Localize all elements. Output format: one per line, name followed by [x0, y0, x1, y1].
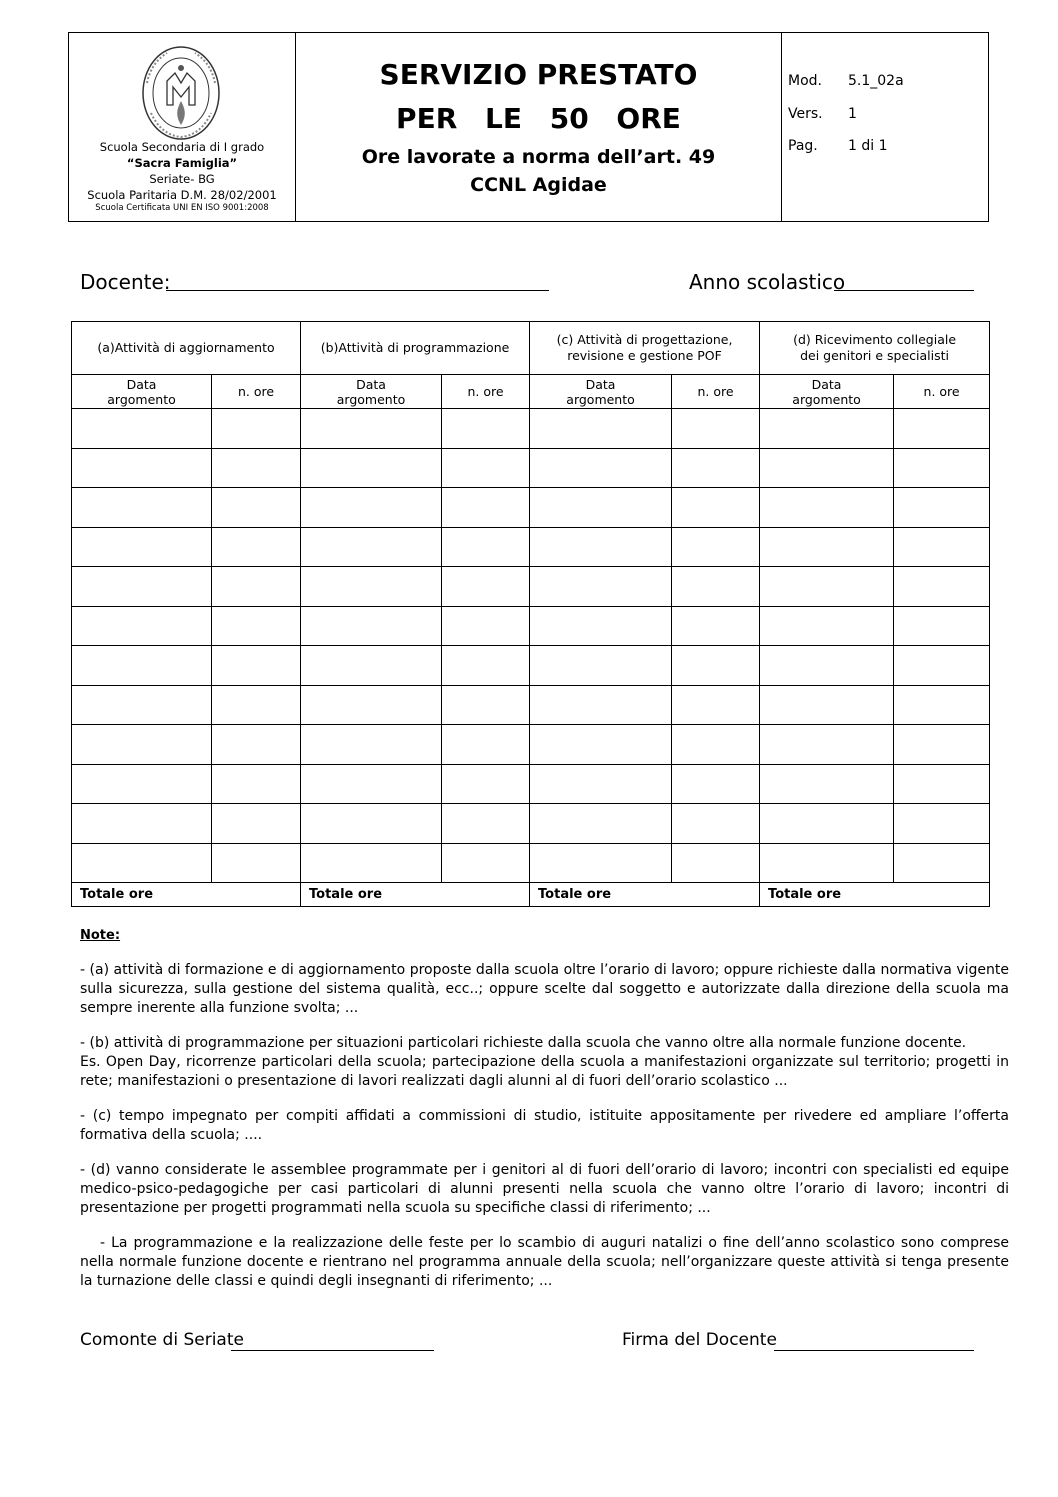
- data-argomento-cell[interactable]: [530, 606, 672, 646]
- school-block: [69, 33, 296, 221]
- notes-title: Note:: [80, 928, 121, 943]
- ore-cell[interactable]: [894, 409, 990, 449]
- teacher-signature-line[interactable]: [774, 1350, 974, 1351]
- meta-mod: [788, 73, 904, 89]
- ore-cell[interactable]: [442, 567, 530, 607]
- data-argomento-cell[interactable]: [760, 804, 894, 844]
- ore-cell[interactable]: [442, 843, 530, 883]
- ore-cell[interactable]: [672, 685, 760, 725]
- data-argomento-cell[interactable]: [301, 804, 442, 844]
- data-argomento-cell[interactable]: [760, 606, 894, 646]
- data-argomento-cell[interactable]: [72, 843, 212, 883]
- hours-table: [71, 321, 990, 907]
- school-seal-icon: [137, 43, 225, 143]
- ore-cell[interactable]: [894, 804, 990, 844]
- ore-cell[interactable]: [212, 843, 301, 883]
- data-argomento-cell[interactable]: [301, 448, 442, 488]
- ore-cell[interactable]: [212, 409, 301, 449]
- docente-input-line[interactable]: [166, 290, 549, 291]
- ore-cell[interactable]: [212, 567, 301, 607]
- document-header: [68, 32, 989, 222]
- data-argomento-cell[interactable]: [530, 646, 672, 686]
- ore-cell[interactable]: [894, 685, 990, 725]
- data-argomento-cell[interactable]: [530, 409, 672, 449]
- data-argomento-cell[interactable]: [760, 488, 894, 528]
- title-block: [296, 33, 782, 221]
- data-argomento-cell[interactable]: [760, 764, 894, 804]
- table-row: [72, 409, 990, 449]
- data-argomento-cell[interactable]: [760, 567, 894, 607]
- data-argomento-cell[interactable]: [72, 567, 212, 607]
- data-argomento-cell[interactable]: [72, 448, 212, 488]
- group-header-c-text: (c) Attività di progettazione, revisione e gestione POF: [556, 332, 733, 363]
- ore-cell[interactable]: [212, 448, 301, 488]
- teacher-signature-label: Firma del Docente: [622, 1330, 777, 1350]
- data-argomento-cell[interactable]: [72, 488, 212, 528]
- page-title: SERVIZIO PRESTATO: [379, 58, 698, 91]
- data-argomento-cell[interactable]: [760, 448, 894, 488]
- ore-cell[interactable]: [212, 646, 301, 686]
- data-argomento-cell[interactable]: [72, 685, 212, 725]
- ore-cell[interactable]: [672, 488, 760, 528]
- table-row: [72, 606, 990, 646]
- col-header-data: [72, 375, 212, 409]
- meta-value: 1 di 1: [848, 138, 888, 154]
- ore-cell[interactable]: [212, 606, 301, 646]
- note-c: - (c) tempo impegnato per compiti affidati a commissioni di studio, istituite appositamente per rivedere ed ampliare l’offerta formativa della scuola; ....: [80, 1108, 1009, 1143]
- note-a: - (a) attività di formazione e di aggiornamento proposte dalla scuola oltre l’orario di lavoro; oppure richieste dalla normativa vigente sulla sicurezza, sulla gestione del sistema qualità, ecc..; oppure scelte dal soggetto e autorizzate dalla direzione della scuola ma sempre inerente alla funzione svolta; ...: [80, 962, 1009, 1016]
- note-b-examples: Es. Open Day, ricorrenze particolari della scuola; partecipazione della scuola a manifestazioni organizzate sul territorio; progetti in rete; manifestazioni o presentazione di lavori realizzati dagli alunni al di fuori dell’orario scolastico ...: [80, 1054, 1009, 1089]
- col-header-data-text: Data argomento: [566, 376, 635, 407]
- data-argomento-cell[interactable]: [301, 843, 442, 883]
- table-row: [72, 804, 990, 844]
- data-argomento-cell[interactable]: [301, 764, 442, 804]
- table-row: [72, 646, 990, 686]
- ore-cell[interactable]: [442, 488, 530, 528]
- ore-cell[interactable]: [894, 567, 990, 607]
- school-info: [69, 139, 295, 214]
- total-a: Totale ore: [72, 883, 301, 907]
- data-argomento-cell[interactable]: [301, 606, 442, 646]
- ore-cell[interactable]: [894, 448, 990, 488]
- data-argomento-cell[interactable]: [72, 764, 212, 804]
- data-argomento-cell[interactable]: [760, 409, 894, 449]
- school-name: “Sacra Famiglia”: [126, 156, 238, 170]
- ore-cell[interactable]: [442, 764, 530, 804]
- table-row: [72, 843, 990, 883]
- ore-cell[interactable]: [212, 764, 301, 804]
- meta-label: Pag.: [788, 138, 818, 154]
- data-argomento-cell[interactable]: [72, 804, 212, 844]
- meta-value: 5.1_02a: [848, 73, 904, 89]
- total-d: Totale ore: [760, 883, 990, 907]
- place-label: Comonte di Seriate: [80, 1330, 244, 1350]
- ore-cell[interactable]: [212, 804, 301, 844]
- ore-cell[interactable]: [212, 488, 301, 528]
- ore-cell[interactable]: [442, 409, 530, 449]
- col-header-data-text: Data argomento: [336, 376, 406, 407]
- page-subtitle: Ore lavorate a norma dell’art. 49: [361, 146, 716, 168]
- ore-cell[interactable]: [672, 448, 760, 488]
- table-row: [72, 567, 990, 607]
- ore-cell[interactable]: [672, 409, 760, 449]
- ore-cell[interactable]: [442, 448, 530, 488]
- data-argomento-cell[interactable]: [530, 725, 672, 765]
- data-argomento-cell[interactable]: [301, 725, 442, 765]
- ore-cell[interactable]: [672, 725, 760, 765]
- ore-cell[interactable]: [672, 606, 760, 646]
- ore-cell[interactable]: [894, 646, 990, 686]
- ore-cell[interactable]: [212, 685, 301, 725]
- document-meta: [782, 33, 988, 221]
- ore-cell[interactable]: [672, 804, 760, 844]
- data-argomento-cell[interactable]: [301, 646, 442, 686]
- data-argomento-cell[interactable]: [760, 843, 894, 883]
- data-argomento-cell[interactable]: [760, 725, 894, 765]
- data-argomento-cell[interactable]: [72, 409, 212, 449]
- school-certification: Scuola Certificata UNI EN ISO 9001:2008: [95, 203, 269, 213]
- ore-cell[interactable]: [442, 725, 530, 765]
- data-argomento-cell[interactable]: [530, 685, 672, 725]
- table-row: [72, 527, 990, 567]
- ore-cell[interactable]: [442, 804, 530, 844]
- page-title-line-2: PER LE 50 ORE: [396, 102, 681, 135]
- ore-cell[interactable]: [442, 646, 530, 686]
- table-body: [72, 409, 990, 883]
- group-header-d-text: (d) Ricevimento collegiale dei genitori e specialisti: [793, 332, 957, 363]
- data-argomento-cell[interactable]: [301, 488, 442, 528]
- data-argomento-cell[interactable]: [760, 685, 894, 725]
- ore-cell[interactable]: [672, 764, 760, 804]
- note-festivities: - La programmazione e la realizzazione delle feste per lo scambio di auguri natalizi o fine dell’anno scolastico sono comprese nella normale funzione docente e rientrano nel programma annuale della scuola; nell’organizzare queste attività si tenga presente la turnazione delle classi e quindi degli insegnanti di riferimento; ...: [80, 1235, 1009, 1289]
- ore-cell[interactable]: [442, 606, 530, 646]
- group-header-b: (b)Attività di programmazione: [301, 322, 530, 375]
- ore-cell[interactable]: [442, 685, 530, 725]
- group-header-a: (a)Attività di aggiornamento: [72, 322, 301, 375]
- docente-label: Docente:: [80, 270, 171, 294]
- ore-cell[interactable]: [672, 567, 760, 607]
- school-line: Scuola Secondaria di I grado: [99, 140, 265, 154]
- meta-label: Vers.: [788, 106, 823, 122]
- notes-section: [80, 926, 1009, 1307]
- ore-cell[interactable]: [894, 527, 990, 567]
- data-argomento-cell[interactable]: [72, 606, 212, 646]
- school-city: Seriate- BG: [149, 172, 215, 186]
- data-argomento-cell[interactable]: [72, 527, 212, 567]
- data-argomento-cell[interactable]: [530, 764, 672, 804]
- place-signature-line[interactable]: [231, 1350, 434, 1351]
- data-argomento-cell[interactable]: [72, 646, 212, 686]
- data-argomento-cell[interactable]: [530, 488, 672, 528]
- data-argomento-cell[interactable]: [760, 646, 894, 686]
- table-row: [72, 488, 990, 528]
- col-header-data-text: Data argomento: [792, 376, 861, 407]
- group-header-d: [760, 322, 990, 375]
- ore-cell[interactable]: [894, 725, 990, 765]
- col-header-data: [301, 375, 442, 409]
- data-argomento-cell[interactable]: [530, 843, 672, 883]
- ore-cell[interactable]: [894, 764, 990, 804]
- data-argomento-cell[interactable]: [530, 567, 672, 607]
- note-d: - (d) vanno considerate le assemblee programmate per i genitori al di fuori dell’orario di lavoro; incontri con specialisti ed equipe medico-psico-pedagogiche per casi particolari di alunni presenti nella scuola che vanno oltre l’orario di lavoro; incontri di presentazione per progetti programmati nella scuola su specifiche classi di riferimento; ...: [80, 1162, 1009, 1216]
- table-row: [72, 685, 990, 725]
- ore-cell[interactable]: [894, 606, 990, 646]
- page-subtitle-line-2: CCNL Agidae: [470, 174, 607, 196]
- anno-scolastico-label: Anno scolastico: [689, 270, 846, 294]
- total-c: Totale ore: [530, 883, 760, 907]
- col-header-ore: n. ore: [442, 375, 530, 409]
- ore-cell[interactable]: [672, 527, 760, 567]
- ore-cell[interactable]: [442, 527, 530, 567]
- col-header-data: [530, 375, 672, 409]
- data-argomento-cell[interactable]: [760, 527, 894, 567]
- meta-value: 1: [848, 106, 857, 122]
- anno-scolastico-input-line[interactable]: [834, 290, 974, 291]
- group-header-c: [530, 322, 760, 375]
- ore-cell[interactable]: [894, 488, 990, 528]
- ore-cell[interactable]: [672, 646, 760, 686]
- data-argomento-cell[interactable]: [301, 685, 442, 725]
- meta-label: Mod.: [788, 73, 822, 89]
- data-argomento-cell[interactable]: [301, 409, 442, 449]
- note-b: - (b) attività di programmazione per situazioni particolari richieste dalla scuola che vanno oltre alla normale funzione docente.: [80, 1035, 967, 1051]
- col-header-data-text: Data argomento: [107, 376, 176, 407]
- ore-cell[interactable]: [212, 725, 301, 765]
- ore-cell[interactable]: [212, 527, 301, 567]
- data-argomento-cell[interactable]: [301, 527, 442, 567]
- meta-pag: [788, 138, 888, 154]
- ore-cell[interactable]: [894, 843, 990, 883]
- school-decree: Scuola Paritaria D.M. 28/02/2001: [87, 188, 277, 202]
- total-b: Totale ore: [301, 883, 530, 907]
- col-header-data: [760, 375, 894, 409]
- col-header-ore: n. ore: [212, 375, 301, 409]
- data-argomento-cell[interactable]: [301, 567, 442, 607]
- meta-vers: [788, 106, 857, 122]
- data-argomento-cell[interactable]: [530, 527, 672, 567]
- col-header-ore: n. ore: [894, 375, 990, 409]
- data-argomento-cell[interactable]: [530, 448, 672, 488]
- table-row: [72, 764, 990, 804]
- ore-cell[interactable]: [672, 843, 760, 883]
- data-argomento-cell[interactable]: [72, 725, 212, 765]
- col-header-ore: n. ore: [672, 375, 760, 409]
- data-argomento-cell[interactable]: [530, 804, 672, 844]
- table-row: [72, 448, 990, 488]
- table-row: [72, 725, 990, 765]
